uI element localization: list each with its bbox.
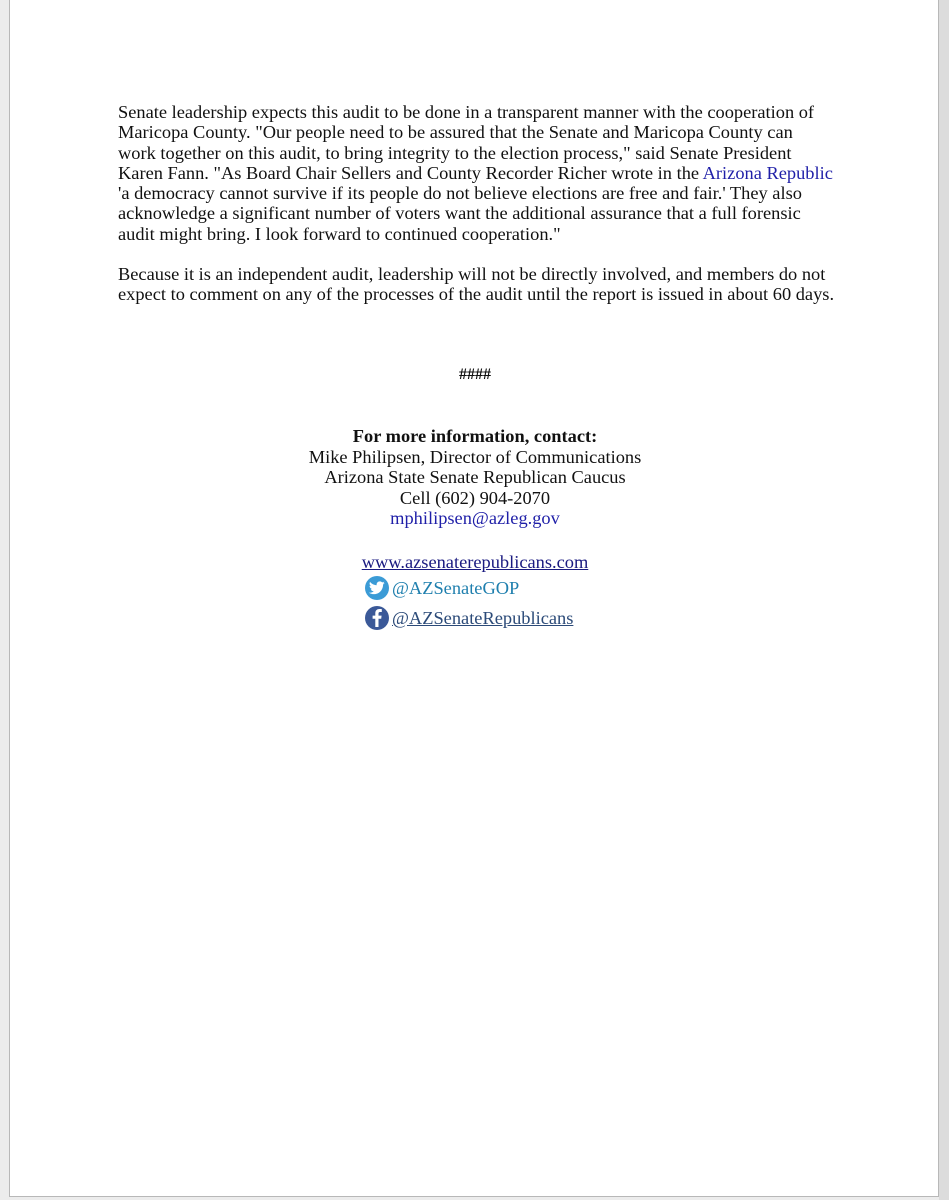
paragraph-line: Maricopa County. "Our people need to be assured that the Senate and Maricopa County can	[118, 122, 793, 143]
paragraph-line: Because it is an independent audit, leadership will not be directly involved, and members do not	[118, 264, 826, 284]
press-release-paragraph-1	[118, 102, 838, 244]
paragraph-line: Senate leadership expects this audit to be done in a transparent manner with the cooperation of	[118, 102, 815, 122]
paragraph-line: 'a democracy cannot survive if its people do not believe elections are free and fair.' They also	[118, 183, 802, 204]
document-page	[9, 0, 939, 1197]
paragraph-line-text: Karen Fann. "As Board Chair Sellers and County Recorder Richer wrote in the	[118, 162, 703, 183]
facebook-handle-link[interactable]: @AZSenateRepublicans	[392, 608, 574, 628]
arizona-republic-link[interactable]: Arizona Republic	[702, 162, 833, 183]
contact-organization: Arizona State Senate Republican Caucus	[324, 467, 626, 487]
viewer-scroll-edge	[939, 0, 949, 1200]
paragraph-line: audit might bring. I look forward to continued cooperation."	[118, 223, 561, 244]
website-row	[10, 552, 940, 572]
twitter-row[interactable]	[365, 576, 519, 600]
paragraph-line: work together on this audit, to bring integrity to the election process," said Senate President	[118, 142, 792, 163]
contact-phone: Cell (602) 904-2070	[399, 487, 551, 508]
paragraph-line: acknowledge a significant number of voters want the additional assurance that a full forensic	[118, 203, 801, 224]
facebook-row[interactable]	[365, 606, 573, 630]
contact-block	[10, 426, 940, 529]
contact-name-title: Mike Philipsen, Director of Communications	[308, 446, 642, 467]
press-release-paragraph-2	[118, 264, 838, 305]
twitter-bird-icon[interactable]	[365, 576, 389, 600]
end-separator: ####	[459, 366, 491, 383]
paragraph-line-with-link	[118, 163, 838, 183]
contact-email-link[interactable]: mphilipsen@azleg.gov	[390, 508, 560, 528]
facebook-f-icon[interactable]	[365, 606, 389, 630]
twitter-handle-link[interactable]: @AZSenateGOP	[392, 578, 520, 598]
website-link[interactable]: www.azsenaterepublicans.com	[361, 552, 589, 572]
contact-heading: For more information, contact:	[352, 426, 598, 446]
paragraph-line: expect to comment on any of the processes of the audit until the report is issued in about 60 days.	[118, 284, 835, 305]
